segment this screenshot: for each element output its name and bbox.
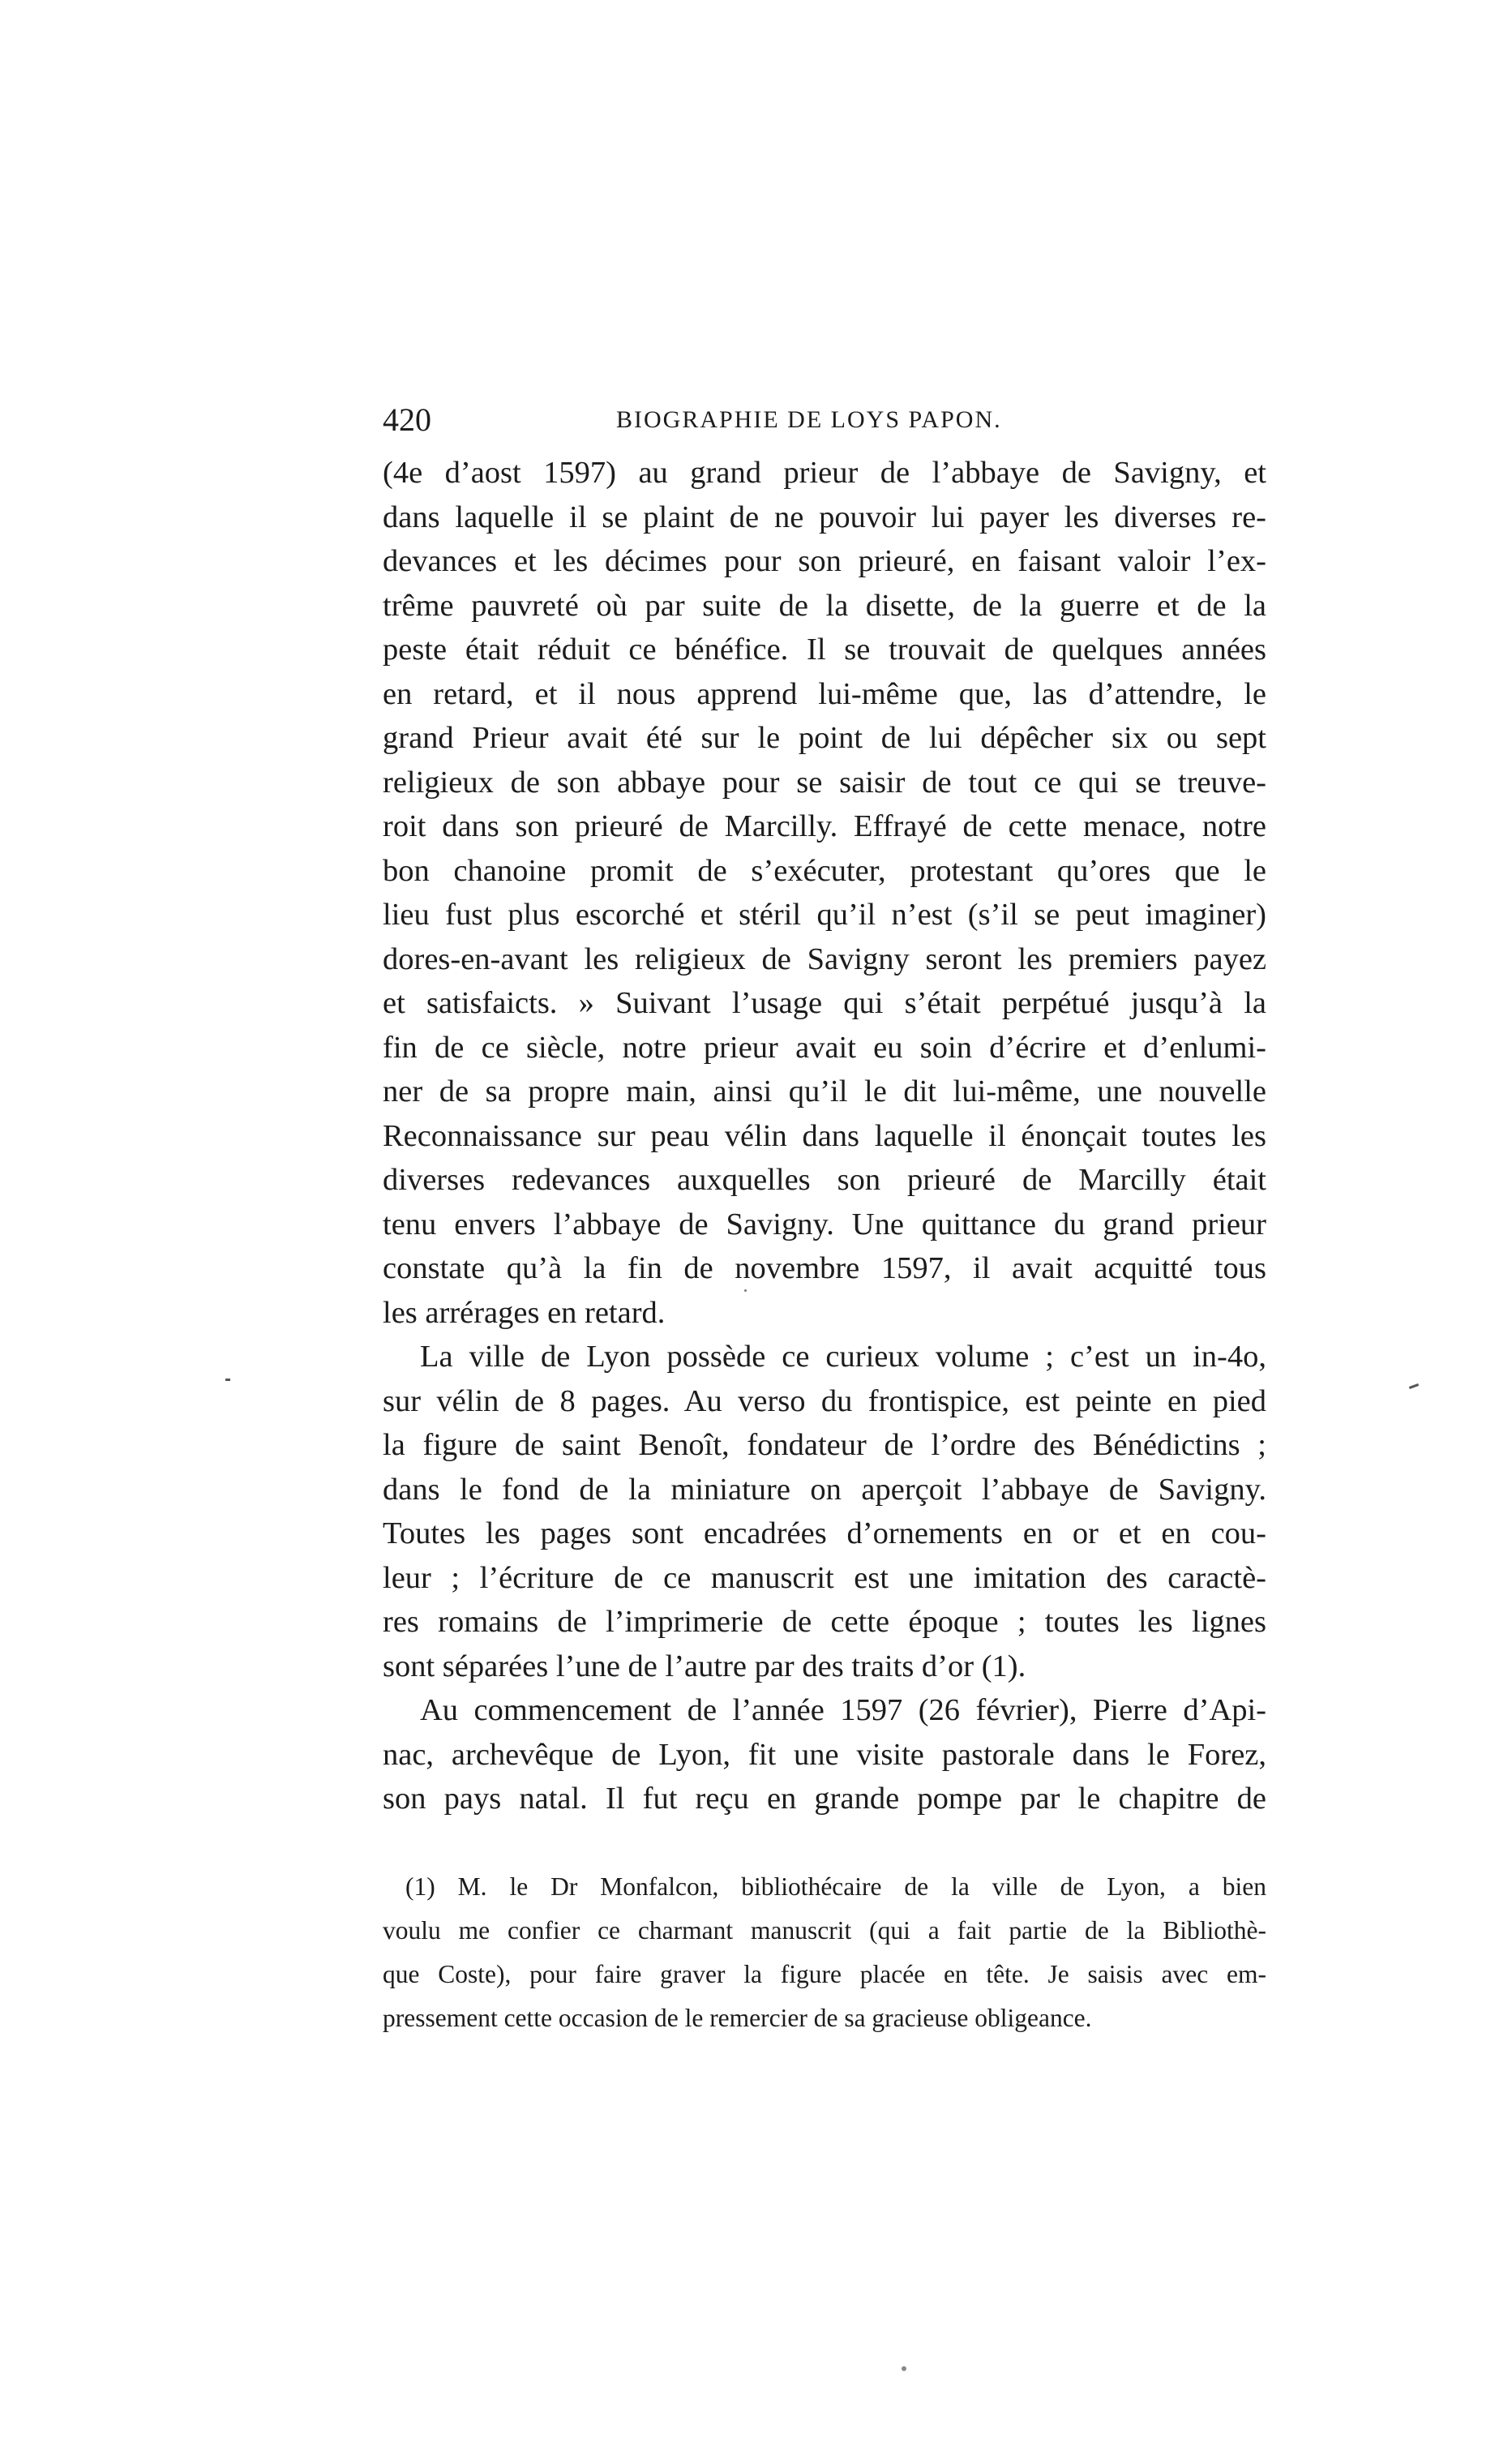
body-line: la figure de saint Benoît, fondateur de l’ordre des Bénédictins ; <box>383 1428 1266 1462</box>
running-title: BIOGRAPHIE DE LOYS PAPON. <box>616 406 1002 433</box>
body-line: son pays natal. Il fut reçu en grande pompe par le chapitre de <box>383 1782 1266 1816</box>
body-line: sur vélin de 8 pages. Au verso du frontispice, est peinte en pied <box>383 1383 1266 1418</box>
footnote <box>383 1865 1266 2040</box>
body-line: tenu envers l’abbaye de Savigny. Une quittance du grand prieur <box>383 1207 1266 1241</box>
body-line: lieu fust plus escorché et stéril qu’il n’est (s’il se peut imaginer) <box>383 898 1266 932</box>
body-line: constate qu’à la fin de novembre 1597, il avait acquitté tous <box>383 1251 1266 1285</box>
margin-speck <box>744 1289 747 1292</box>
footnote-line: voulu me confier ce charmant manuscrit (qui a fait partie de la Bibliothè- <box>383 1916 1266 1945</box>
body-line: dans laquelle il se plaint de ne pouvoir lui payer les diverses re- <box>383 500 1266 534</box>
body-text <box>383 451 1266 1821</box>
margin-speck <box>225 1379 230 1381</box>
footnote-line: pressement cette occasion de le remercier de sa gracieuse obligeance. <box>383 2004 1092 2032</box>
body-line: dores-en-avant les religieux de Savigny seront les premiers payez <box>383 941 1266 976</box>
margin-speck <box>902 2366 906 2371</box>
body-line: en retard, et il nous apprend lui-même que, las d’attendre, le <box>383 676 1266 711</box>
body-line: grand Prieur avait été sur le point de lui dépêcher six ou sept <box>383 721 1266 755</box>
body-line: La ville de Lyon possède ce curieux volume ; c’est un in-4o, <box>420 1340 1266 1374</box>
body-line: ner de sa propre main, ainsi qu’il le dit lui-même, une nouvelle <box>383 1074 1266 1109</box>
body-line: sont séparées l’une de l’autre par des traits d’or (1). <box>383 1649 1026 1683</box>
margin-speck <box>1409 1383 1419 1389</box>
body-line: diverses redevances auxquelles son prieuré de Marcilly était <box>383 1163 1266 1197</box>
running-head <box>383 397 1044 446</box>
footnote-line: (1) M. le Dr Monfalcon, bibliothécaire de la ville de Lyon, a bien <box>405 1872 1266 1901</box>
body-line: Reconnaissance sur peau vélin dans laquelle il énonçait toutes les <box>383 1118 1266 1153</box>
body-line: (4e d’aost 1597) au grand prieur de l’abbaye de Savigny, et <box>383 456 1266 490</box>
body-line: res romains de l’imprimerie de cette époque ; toutes les lignes <box>383 1605 1266 1639</box>
body-line: et satisfaicts. » Suivant l’usage qui s’était perpétué jusqu’à la <box>383 986 1266 1020</box>
body-line: dans le fond de la miniature on aperçoit l’abbaye de Savigny. <box>383 1472 1266 1507</box>
body-line: nac, archevêque de Lyon, fit une visite pastorale dans le Forez, <box>383 1737 1266 1772</box>
body-line: bon chanoine promit de s’exécuter, protestant qu’ores que le <box>383 853 1266 888</box>
body-line: les arrérages en retard. <box>383 1295 666 1330</box>
page-number: 420 <box>383 401 431 438</box>
body-line: Toutes les pages sont encadrées d’ornements en or et en cou- <box>383 1516 1266 1550</box>
body-line: trême pauvreté où par suite de la disette, de la guerre et de la <box>383 588 1266 623</box>
body-line: peste était réduit ce bénéfice. Il se trouvait de quelques années <box>383 633 1266 667</box>
body-line: roit dans son prieuré de Marcilly. Effrayé de cette menace, notre <box>383 809 1266 843</box>
body-line: fin de ce siècle, notre prieur avait eu soin d’écrire et d’enlumi- <box>383 1030 1266 1065</box>
body-line: devances et les décimes pour son prieuré, en faisant valoir l’ex- <box>383 544 1266 578</box>
body-line: Au commencement de l’année 1597 (26 février), Pierre d’Api- <box>420 1693 1266 1727</box>
body-line: leur ; l’écriture de ce manuscrit est une imitation des caractè- <box>383 1560 1266 1595</box>
footnote-line: que Coste), pour faire graver la figure placée en tête. Je saisis avec em- <box>383 1960 1266 1988</box>
body-line: religieux de son abbaye pour se saisir de tout ce qui se treuve- <box>383 765 1266 800</box>
